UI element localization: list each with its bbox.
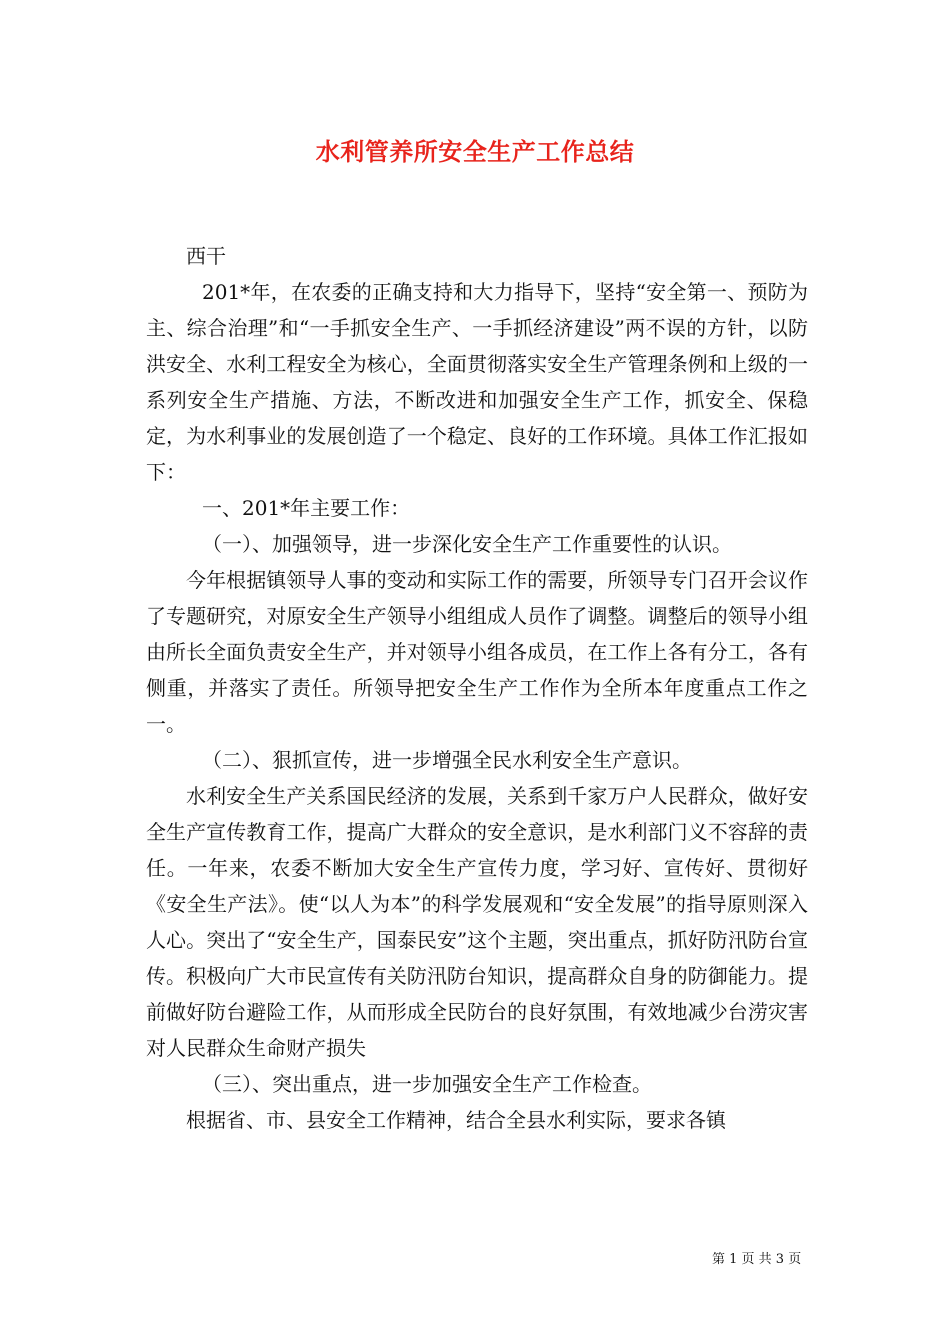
page-number-footer: 第 1 页 共 3 页	[712, 1252, 802, 1267]
paragraph-body-2: 水利安全生产关系国民经济的发展，关系到千家万户人民群众，做好安全生产宣传教育工作，提高广大群众的安全意识，是水利部门义不容辞的责任。一年来，农委不断加大安全生产宣传力度，学习好、宣传好、贯彻好《安全生产法》。使“以人为本”的科学发展观和“安全发展”的指导原则深入人心。突出了“安全生产，国泰民安”这个主题，突出重点，抓好防汛防台宣传。积极向广大市民宣传有关防汛防台知识，提高群众自身的防御能力。提前做好防台避险工作，从而形成全民防台的良好氛围，有效地减少台涝灾害对人民群众生命财产损失	[146, 784, 808, 1060]
document-title: 水利管养所安全生产工作总结	[315, 137, 635, 166]
paragraph-body-3: 根据省、市、县安全工作精神，结合全县水利实际，要求各镇	[186, 1108, 726, 1132]
paragraph-subheading-3: （三）、突出重点，进一步加强安全生产工作检查。	[202, 1072, 652, 1096]
document-body	[146, 238, 808, 1138]
paragraph-body-1: 今年根据镇领导人事的变动和实际工作的需要，所领导专门召开会议作了专题研究，对原安全生产领导小组组成人员作了调整。调整后的领导小组由所长全面负责安全生产，并对领导小组各成员，在工作上各有分工，各有侧重，并落实了责任。所领导把安全生产工作作为全所本年度重点工作之一。	[146, 568, 808, 736]
paragraph-subheading-2: （二）、狠抓宣传，进一步增强全民水利安全生产意识。	[202, 748, 692, 772]
paragraph-section-heading: 一、201*年主要工作：	[202, 496, 411, 520]
paragraph-subheading-1: （一）、加强领导，进一步深化安全生产工作重要性的认识。	[202, 532, 732, 556]
paragraph-intro: 201*年，在农委的正确支持和大力指导下，坚持“安全第一、预防为主、综合治理”和“一手抓安全生产、一手抓经济建设”两不误的方针，以防洪安全、水利工程安全为核心，全面贯彻落实安全生产管理条例和上级的一系列安全生产措施、方法，不断改进和加强安全生产工作，抓安全、保稳定，为水利事业的发展创造了一个稳定、良好的工作环境。具体工作汇报如下：	[146, 280, 808, 484]
paragraph-author: 西干	[186, 244, 226, 268]
